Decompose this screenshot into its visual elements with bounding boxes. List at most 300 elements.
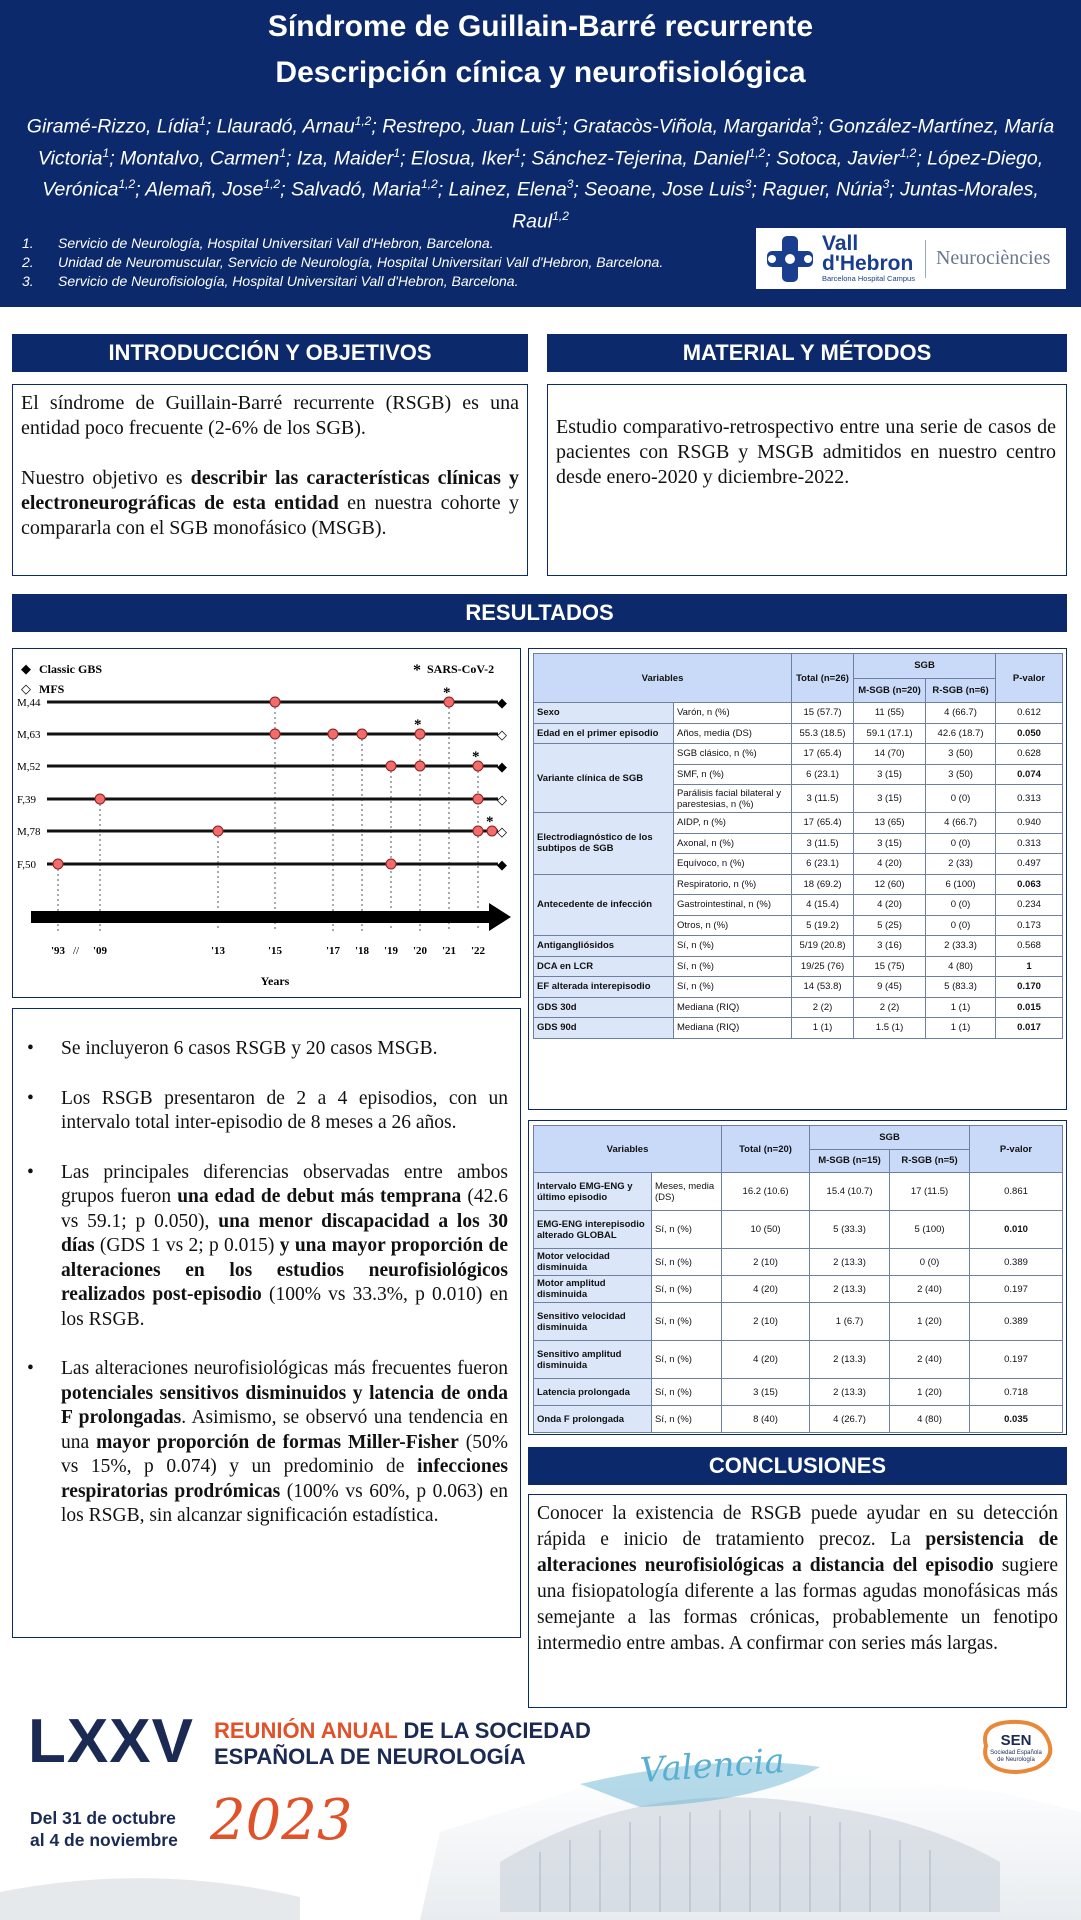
th-rsgb: R-SGB (n=5) xyxy=(890,1149,970,1173)
row-subcategory: Axonal, n (%) xyxy=(674,833,792,854)
cell-rsgb: 42.6 (18.7) xyxy=(926,723,996,744)
episode-dot xyxy=(270,697,280,707)
patient-label: M,78 xyxy=(17,826,41,838)
th-variables: Variables xyxy=(534,654,792,703)
row-category: Motor amplitud disminuida xyxy=(534,1276,652,1303)
row-category: EMG-ENG interepisodio alterado GLOBAL xyxy=(534,1211,652,1249)
bold-run: una menor discapacidad a los 30 días xyxy=(61,1210,509,1256)
table-row xyxy=(534,1018,1063,1039)
x-tick-label: '22 xyxy=(470,945,486,957)
cell-rsgb: 17 (11.5) xyxy=(890,1173,970,1211)
x-tick-label: '93 xyxy=(50,945,66,957)
cell-msgb: 9 (45) xyxy=(854,977,926,998)
author-affiliation-sup: 1,2 xyxy=(421,177,438,191)
cell-rsgb: 1 (20) xyxy=(890,1303,970,1341)
table-row xyxy=(534,1341,1063,1379)
intro-p2-bold: describir las características clínicas y electroneurográficas de esta entidad xyxy=(21,467,519,514)
table-row xyxy=(534,813,1063,834)
table-header-row xyxy=(534,1126,1063,1150)
author-name: Lainez, Elena xyxy=(448,178,567,201)
cell-msgb: 13 (65) xyxy=(854,813,926,834)
cell-pvalue: 0.050 xyxy=(996,723,1063,744)
author-affiliation-sup: 1,2 xyxy=(118,177,136,191)
th-variables: Variables xyxy=(534,1126,722,1173)
cell-total: 2 (10) xyxy=(722,1303,810,1341)
cell-pvalue: 0.389 xyxy=(970,1303,1063,1341)
sen-sub xyxy=(970,1750,1062,1764)
row-subcategory: Respiratorio, n (%) xyxy=(674,874,792,895)
table-row xyxy=(534,1249,1063,1276)
row-category: Sensitivo velocidad disminuida xyxy=(534,1303,652,1341)
cell-pvalue: 0.497 xyxy=(996,854,1063,875)
cell-msgb: 4 (20) xyxy=(854,895,926,916)
table-row xyxy=(534,1173,1063,1211)
cell-rsgb: 3 (50) xyxy=(926,744,996,765)
table2-box xyxy=(528,1120,1067,1435)
author-list: Giramé-Rizzo, Lídia$^1$; Llauradó, Arnau$^{1,2}$; Restrepo, Juan Luis$^1$; Gratacòs-Viñola, Margarida$^3$; González-Martínez, María Victoria$^1$; Montalvo, Carmen$^1$; Iza, Maider$^1$; Elosua, Iker$^1$; Sánchez-Tejerina, Daniel$^{1,2}$; Sotoca, Javier$^{1,2}$; López-Diego, Verónica$^{1,2}$; Alemañ, Jose$^{1,2}$; Salvadó, Maria$^{1,2}$; Lainez, Elena$^3$; Seoane, Jose Luis$^3$; Raguer, Núria$^3$; Juntas-Morales, Raul$^{1,2}$ xyxy=(26,114,1055,232)
affiliation-number: 2. xyxy=(22,254,34,270)
author-name: Sotoca, Javier xyxy=(776,147,900,169)
cell-rsgb: 2 (33) xyxy=(926,854,996,875)
table-row xyxy=(534,936,1063,957)
text-run: (100% vs 33.3%, p 0.010) en los RSGB. xyxy=(61,1284,508,1330)
cell-pvalue: 0.035 xyxy=(970,1406,1063,1433)
legend-symbol: ◆ xyxy=(21,662,31,677)
cell-msgb: 5 (25) xyxy=(854,915,926,936)
affiliation-item xyxy=(22,253,752,272)
patient-label: M,44 xyxy=(17,697,41,709)
logo-dept: Neurociències xyxy=(935,247,1051,269)
text-run: (50% vs 15%, p 0.074) y un predominio de xyxy=(61,1431,508,1477)
cell-msgb: 4 (26.7) xyxy=(810,1406,890,1433)
row-subcategory: Varón, n (%) xyxy=(674,703,792,724)
methods-box xyxy=(547,384,1067,576)
row-subcategory: Sí, n (%) xyxy=(674,936,792,957)
sars-asterisk: * xyxy=(472,749,480,765)
row-subcategory: Sí, n (%) xyxy=(652,1276,722,1303)
row-category: EF alterada interepisodio xyxy=(534,977,674,998)
intro-paragraph-2 xyxy=(21,466,519,541)
affiliation-number: 1. xyxy=(22,235,34,251)
table1-box xyxy=(528,648,1067,1110)
vall-hebron-logo xyxy=(756,228,1066,289)
conclusions-heading: CONCLUSIONES xyxy=(528,1447,1067,1485)
row-subcategory: Sí, n (%) xyxy=(652,1341,722,1379)
cell-rsgb: 5 (83.3) xyxy=(926,977,996,998)
cell-pvalue: 0.861 xyxy=(970,1173,1063,1211)
table-row xyxy=(534,977,1063,998)
row-subcategory: Sí, n (%) xyxy=(674,956,792,977)
episode-dot xyxy=(328,729,338,739)
affiliation-item xyxy=(22,272,752,291)
cell-pvalue: 0.063 xyxy=(996,874,1063,895)
intro-p2-a: Nuestro objetivo es xyxy=(21,467,191,489)
text-run: Conocer la existencia de RSGB puede ayudar en su detección rápida e inicio de tratamiento precoz. La xyxy=(537,1503,1058,1550)
x-tick-label: '18 xyxy=(354,945,370,957)
cell-pvalue: 0.940 xyxy=(996,813,1063,834)
th-sgb: SGB xyxy=(854,654,996,679)
text-run: (42.6 vs 59.1; p 0.050), xyxy=(61,1186,508,1232)
logo-sub: Barcelona Hospital Campus xyxy=(822,274,915,283)
cell-msgb: 2 (13.3) xyxy=(810,1249,890,1276)
text-run: Los RSGB presentaron de 2 a 4 episodios, con un intervalo total inter-episodio de 8 meses a 26 años. xyxy=(61,1087,508,1133)
cell-msgb: 3 (15) xyxy=(854,833,926,854)
episode-dot xyxy=(415,761,425,771)
author-affiliation-sup: 1,2 xyxy=(552,208,569,223)
cell-total: 14 (53.8) xyxy=(792,977,854,998)
cell-total: 18 (69.2) xyxy=(792,874,854,895)
cell-total: 4 (20) xyxy=(722,1341,810,1379)
cell-msgb: 2 (13.3) xyxy=(810,1379,890,1406)
row-category: Onda F prolongada xyxy=(534,1406,652,1433)
sars-legend-asterisk: * xyxy=(413,662,421,679)
patient-label: F,39 xyxy=(17,794,36,806)
table-header-row xyxy=(534,654,1063,679)
cell-msgb: 3 (15) xyxy=(854,764,926,785)
timeline-chart xyxy=(13,649,519,996)
author-name: Montalvo, Carmen xyxy=(120,147,280,169)
table-row xyxy=(534,1303,1063,1341)
cell-rsgb: 0 (0) xyxy=(926,833,996,854)
x-tick-label: '17 xyxy=(325,945,341,957)
table-row xyxy=(534,1379,1063,1406)
cell-msgb: 1.5 (1) xyxy=(854,1018,926,1039)
cell-msgb: 4 (20) xyxy=(854,854,926,875)
congress-roman-number: LXXV xyxy=(28,1707,194,1776)
sen-sub-line2: de Neurología xyxy=(997,1757,1035,1763)
bold-run: persistencia de alteraciones neurofisiológicas a distancia del episodio xyxy=(537,1529,1058,1576)
cell-pvalue: 0.197 xyxy=(970,1341,1063,1379)
classic-gbs-marker: ◆ xyxy=(497,858,507,873)
author-affiliation-sup: 1 xyxy=(555,114,563,128)
cell-pvalue: 0.718 xyxy=(970,1379,1063,1406)
row-subcategory: Parálisis facial bilateral y parestesias, n (%) xyxy=(674,785,792,813)
episode-dot xyxy=(213,826,223,836)
author-affiliation-sup: 1,2 xyxy=(263,177,281,191)
row-subcategory: Mediana (RIQ) xyxy=(674,997,792,1018)
cell-total: 15 (57.7) xyxy=(792,703,854,724)
cell-msgb: 2 (13.3) xyxy=(810,1341,890,1379)
sars-asterisk: * xyxy=(486,814,494,830)
table-row xyxy=(534,1406,1063,1433)
x-tick-label: '09 xyxy=(92,945,108,957)
cell-rsgb: 1 (1) xyxy=(926,1018,996,1039)
episode-dot xyxy=(95,794,105,804)
table-row xyxy=(534,1211,1063,1249)
cell-total: 1 (1) xyxy=(792,1018,854,1039)
patient-label: F,50 xyxy=(17,859,36,871)
text-run: sugiere una fisiopatología diferente a las formas agudas monofásicas más semejante a las formas crónicas, probablemente un fenotipo intermedio entre ambas. A confirmar con series más largas. xyxy=(537,1555,1059,1654)
patient-label: M,52 xyxy=(17,761,41,773)
cell-rsgb: 3 (50) xyxy=(926,764,996,785)
result-bullet xyxy=(21,1161,508,1333)
author-affiliation-sup: 1 xyxy=(102,145,110,160)
th-msgb: M-SGB (n=20) xyxy=(854,678,926,703)
th-sgb: SGB xyxy=(810,1126,970,1150)
cell-msgb: 2 (13.3) xyxy=(810,1276,890,1303)
logo-line1: Vall xyxy=(822,232,859,255)
cell-total: 2 (10) xyxy=(722,1249,810,1276)
timeline-figure xyxy=(12,648,521,998)
sars-legend-label: SARS-CoV-2 xyxy=(427,662,495,676)
row-subcategory: Otros, n (%) xyxy=(674,915,792,936)
patient-label: M,63 xyxy=(17,729,41,741)
sen-logo xyxy=(970,1716,1062,1776)
x-tick-label: '20 xyxy=(412,945,428,957)
author-name: Elosua, Iker xyxy=(410,147,514,169)
mfs-marker: ◇ xyxy=(497,793,507,808)
author-affiliation-sup: 1,2 xyxy=(354,114,372,128)
sars-asterisk: * xyxy=(414,717,422,733)
row-subcategory: SGB clásico, n (%) xyxy=(674,744,792,765)
cell-total: 19/25 (76) xyxy=(792,956,854,977)
author-name: Alemañ, Jose xyxy=(145,178,264,201)
cell-rsgb: 0 (0) xyxy=(890,1249,970,1276)
table-row xyxy=(534,703,1063,724)
author-affiliation-sup: 1 xyxy=(279,145,287,160)
classic-gbs-marker: ◆ xyxy=(497,696,507,711)
cell-rsgb: 1 (1) xyxy=(926,997,996,1018)
cell-msgb: 15 (75) xyxy=(854,956,926,977)
table-row xyxy=(534,1276,1063,1303)
text-run: (GDS 1 vs 2; p 0.015) xyxy=(94,1235,280,1256)
cell-pvalue: 0.015 xyxy=(996,997,1063,1018)
cell-pvalue: 0.234 xyxy=(996,895,1063,916)
th-p: P-valor xyxy=(996,654,1063,703)
cell-rsgb: 2 (40) xyxy=(890,1341,970,1379)
row-subcategory: Meses, media (DS) xyxy=(652,1173,722,1211)
row-category: DCA en LCR xyxy=(534,956,674,977)
cell-pvalue: 0.017 xyxy=(996,1018,1063,1039)
axis-break-icon: // xyxy=(73,945,80,957)
demographics-table xyxy=(533,653,1063,1039)
table-row xyxy=(534,723,1063,744)
affiliation-text: Servicio de Neurología, Hospital Universitari Vall d'Hebron, Barcelona. xyxy=(58,235,494,251)
row-subcategory: Sí, n (%) xyxy=(652,1303,722,1341)
row-subcategory: Sí, n (%) xyxy=(674,977,792,998)
cell-msgb: 59.1 (17.1) xyxy=(854,723,926,744)
cell-msgb: 3 (15) xyxy=(854,785,926,813)
cell-rsgb: 2 (33.3) xyxy=(926,936,996,957)
intro-paragraph-1: El síndrome de Guillain-Barré recurrente (RSGB) es una entidad poco frecuente (2-6% de los SGB). xyxy=(21,392,519,439)
cell-rsgb: 0 (0) xyxy=(926,785,996,813)
row-subcategory: Gastrointestinal, n (%) xyxy=(674,895,792,916)
table-row xyxy=(534,956,1063,977)
author-affiliation-sup: 1,2 xyxy=(748,145,766,160)
congress-name-orange: REUNIÓN ANUAL xyxy=(214,1718,404,1743)
row-category: Motor velocidad disminuida xyxy=(534,1249,652,1276)
author-name: Restrepo, Juan Luis xyxy=(382,115,556,138)
methods-text: Estudio comparativo-retrospectivo entre una serie de casos de pacientes con RSGB y MSGB admitidos en nuestro centro desde enero-2020 y diciembre-2022. xyxy=(556,416,1056,488)
vall-hebron-cross-icon xyxy=(762,234,818,284)
cell-total: 3 (15) xyxy=(722,1379,810,1406)
th-p: P-valor xyxy=(970,1126,1063,1173)
x-tick-label: '19 xyxy=(383,945,399,957)
text-run: Las principales diferencias observadas entre ambos grupos fueron xyxy=(61,1161,508,1207)
result-bullet xyxy=(21,1357,508,1529)
x-tick-label: '21 xyxy=(441,945,457,957)
bold-run: una edad de debut más temprana xyxy=(177,1186,462,1207)
episode-dot xyxy=(386,859,396,869)
episode-dot xyxy=(473,794,483,804)
mfs-marker: ◇ xyxy=(497,825,507,840)
cell-rsgb: 0 (0) xyxy=(926,895,996,916)
text-run: Las alteraciones neurofisiológicas más frecuentes fueron xyxy=(61,1358,508,1379)
sars-asterisk: * xyxy=(443,685,451,701)
episode-dot xyxy=(357,729,367,739)
cell-pvalue: 0.197 xyxy=(970,1276,1063,1303)
episode-dot xyxy=(386,761,396,771)
legend-label: Classic GBS xyxy=(39,662,103,676)
text-run: . Asimismo, se observó una tendencia en una xyxy=(61,1407,508,1453)
row-category: Sensitivo amplitud disminuida xyxy=(534,1341,652,1379)
affiliation-list xyxy=(22,234,752,291)
author-affiliation-sup: 3 xyxy=(566,177,574,191)
cell-total: 6 (23.1) xyxy=(792,764,854,785)
author-affiliation-sup: 1 xyxy=(199,114,206,128)
results-text-box xyxy=(12,1008,521,1638)
cell-total: 5/19 (20.8) xyxy=(792,936,854,957)
cell-rsgb: 6 (100) xyxy=(926,874,996,895)
congress-dates-line2: al 4 de noviembre xyxy=(30,1830,178,1850)
cell-pvalue: 0.389 xyxy=(970,1249,1063,1276)
cell-pvalue: 0.074 xyxy=(996,764,1063,785)
row-category: Electrodiagnóstico de los subtipos de SGB xyxy=(534,813,674,875)
poster-title-line1: Síndrome de Guillain-Barré recurrente xyxy=(267,10,814,43)
result-bullet xyxy=(21,1037,508,1062)
intro-heading: INTRODUCCIÓN Y OBJETIVOS xyxy=(12,334,528,372)
results-heading: RESULTADOS xyxy=(12,594,1067,632)
author-name: González-Martínez, María Victoria xyxy=(37,115,1055,169)
cell-total: 17 (65.4) xyxy=(792,744,854,765)
cell-pvalue: 0.313 xyxy=(996,833,1063,854)
table-row xyxy=(534,874,1063,895)
x-tick-label: '13 xyxy=(210,945,226,957)
cell-rsgb: 4 (66.7) xyxy=(926,813,996,834)
cell-rsgb: 0 (0) xyxy=(926,915,996,936)
cell-total: 3 (11.5) xyxy=(792,785,854,813)
cell-total: 8 (40) xyxy=(722,1406,810,1433)
bold-run: potenciales sensitivos disminuidos y latencia de onda F prolongadas xyxy=(61,1382,508,1428)
congress-dates-line1: Del 31 de octubre xyxy=(30,1808,176,1828)
row-category: GDS 30d xyxy=(534,997,674,1018)
cell-pvalue: 0.010 xyxy=(970,1211,1063,1249)
episode-dot xyxy=(270,729,280,739)
timeline-arrow-shaft xyxy=(31,911,491,923)
affiliation-text: Unidad de Neuromuscular, Servicio de Neurología, Hospital Universitari Vall d'Hebron, Barcelona. xyxy=(58,254,664,270)
row-category: Antecedente de infección xyxy=(534,874,674,936)
congress-city: Valencia xyxy=(638,1740,787,1792)
conclusions-text xyxy=(537,1501,1058,1657)
row-subcategory: Mediana (RIQ) xyxy=(674,1018,792,1039)
sen-label: SEN xyxy=(1000,1732,1032,1749)
cell-total: 55.3 (18.5) xyxy=(792,723,854,744)
cell-pvalue: 0.568 xyxy=(996,936,1063,957)
mfs-marker: ◇ xyxy=(497,728,507,743)
row-subcategory: AIDP, n (%) xyxy=(674,813,792,834)
cell-total: 4 (20) xyxy=(722,1276,810,1303)
row-category: Edad en el primer episodio xyxy=(534,723,674,744)
th-rsgb: R-SGB (n=6) xyxy=(926,678,996,703)
cell-total: 5 (19.2) xyxy=(792,915,854,936)
row-category: Sexo xyxy=(534,703,674,724)
poster-title-line2: Descripción cínica y neurofisiológica xyxy=(275,56,806,89)
row-category: Latencia prolongada xyxy=(534,1379,652,1406)
x-axis-label: Years xyxy=(260,974,290,988)
cell-msgb: 14 (70) xyxy=(854,744,926,765)
bold-run: y una mayor proporción de alteraciones en los estudios neurofisiológicos realizados post-episodio xyxy=(61,1235,508,1305)
author-name: Raguer, Núria xyxy=(762,178,883,201)
bold-run: mayor proporción de formas Miller-Fisher xyxy=(96,1431,459,1453)
author-name: Salvadó, Maria xyxy=(290,178,422,201)
bold-run: infecciones respiratorias prodrómicas xyxy=(61,1456,508,1502)
author-affiliation-sup: 1 xyxy=(393,145,401,160)
cell-rsgb: 5 (100) xyxy=(890,1211,970,1249)
th-msgb: M-SGB (n=15) xyxy=(810,1149,890,1173)
row-category: GDS 90d xyxy=(534,1018,674,1039)
cell-pvalue: 0.612 xyxy=(996,703,1063,724)
table-row xyxy=(534,997,1063,1018)
th-total: Total (n=26) xyxy=(792,654,854,703)
cell-total: 3 (11.5) xyxy=(792,833,854,854)
text-run: (100% vs 60%, p 0.063) en los RSGB, sin alcanzar significación estadística. xyxy=(61,1480,509,1526)
row-category: Intervalo EMG-ENG y último episodio xyxy=(534,1173,652,1211)
intro-p2-c: en nuestra cohorte y compararla con el SGB monofásico (MSGB). xyxy=(21,492,519,539)
author-affiliation-sup: 1 xyxy=(513,145,521,160)
author-name: Llauradó, Arnau xyxy=(216,115,355,138)
cell-total: 4 (15.4) xyxy=(792,895,854,916)
cell-msgb: 3 (16) xyxy=(854,936,926,957)
legend-label: MFS xyxy=(39,682,65,696)
row-subcategory: Años, media (DS) xyxy=(674,723,792,744)
congress-name xyxy=(214,1718,591,1770)
table-row xyxy=(534,744,1063,765)
cell-total: 10 (50) xyxy=(722,1211,810,1249)
cell-rsgb: 2 (40) xyxy=(890,1276,970,1303)
cell-msgb: 12 (60) xyxy=(854,874,926,895)
congress-year: 2023 xyxy=(210,1788,353,1853)
cell-pvalue: 1 xyxy=(996,956,1063,977)
author-affiliation-sup: 1,2 xyxy=(899,145,917,160)
row-subcategory: Sí, n (%) xyxy=(652,1379,722,1406)
author-name: Seoane, Jose Luis xyxy=(584,178,745,201)
legend-symbol: ◇ xyxy=(21,682,31,697)
timeline-arrow-head xyxy=(489,903,511,931)
author-name: López-Diego, Verónica xyxy=(42,147,1044,201)
row-subcategory: Equívoco, n (%) xyxy=(674,854,792,875)
conclusions-box xyxy=(528,1494,1067,1708)
cell-pvalue: 0.628 xyxy=(996,744,1063,765)
author-name: Iza, Maider xyxy=(296,147,394,169)
author-affiliation-sup: 3 xyxy=(744,177,752,191)
author-affiliation-sup: 3 xyxy=(882,177,890,191)
congress-name-line2: ESPAÑOLA DE NEUROLOGÍA xyxy=(214,1744,526,1769)
cell-msgb: 11 (55) xyxy=(854,703,926,724)
sen-sub-line1: Sociedad Española xyxy=(990,1750,1042,1756)
row-subcategory: SMF, n (%) xyxy=(674,764,792,785)
row-category: Variante clínica de SGB xyxy=(534,744,674,813)
logo-line2: d'Hebron xyxy=(822,252,914,275)
cell-pvalue: 0.170 xyxy=(996,977,1063,998)
cell-rsgb: 1 (20) xyxy=(890,1379,970,1406)
affiliation-text: Servicio de Neurofisiología, Hospital Universitari Vall d'Hebron, Barcelona. xyxy=(58,273,519,289)
cell-msgb: 1 (6.7) xyxy=(810,1303,890,1341)
intro-box xyxy=(12,384,528,576)
neurophysiology-table xyxy=(533,1125,1063,1433)
cell-rsgb: 4 (80) xyxy=(890,1406,970,1433)
cell-rsgb: 4 (80) xyxy=(926,956,996,977)
row-subcategory: Sí, n (%) xyxy=(652,1249,722,1276)
